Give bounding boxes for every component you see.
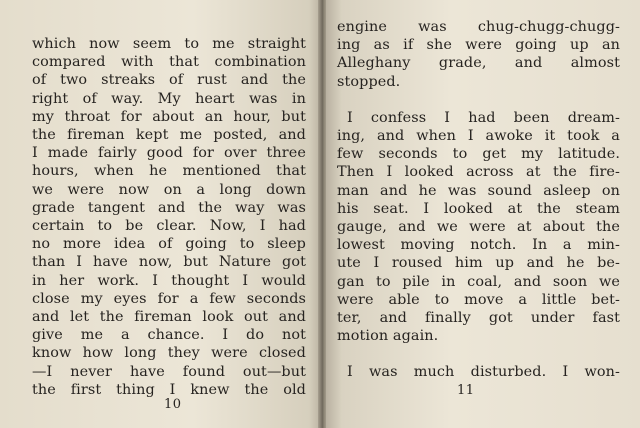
text-line: we were now on a long down (32, 181, 306, 198)
text-line: the first thing I knew the old (32, 381, 306, 398)
text-line: were able to move a little bet- (337, 291, 620, 308)
text-line: no more idea of going to sleep (32, 236, 306, 253)
text-line: I made fairly good for over three (32, 145, 306, 162)
text-line: grade tangent and the way was (32, 199, 306, 216)
text-line: Alleghany grade, and almost (337, 55, 620, 72)
text-line: than I have now, but Nature got (32, 254, 306, 271)
text-line: lowest moving notch. In a min- (337, 237, 620, 254)
page-number-right: 11 (457, 383, 475, 398)
text-line: right of way. My heart was in (32, 90, 306, 107)
text-line: ute I roused him up and he be- (337, 255, 620, 272)
text-line: close my eyes for a few seconds (32, 290, 306, 307)
text-line: I was much disturbed. I won- (347, 364, 620, 381)
paragraph-gap (337, 345, 620, 363)
text-line: my throat for about an hour, but (32, 108, 306, 125)
text-line: ter, and finally got under fast (337, 310, 620, 327)
text-line: gauge, and we were at about the (337, 219, 620, 236)
text-line: I confess I had been dream- (347, 109, 620, 126)
text-line: stopped. (337, 73, 401, 90)
text-line: know how long they were closed (32, 345, 306, 362)
text-line: the fireman kept me posted, and (32, 127, 306, 144)
text-line: motion again. (337, 328, 439, 345)
paragraph-gap (337, 91, 620, 109)
left-page-text (32, 35, 306, 399)
text-line: engine was chug-chugg-chugg- (337, 19, 620, 35)
text-line: and let the fireman look out and (32, 309, 306, 326)
text-line: certain to be clear. Now, I had (32, 218, 306, 235)
text-line: which now seem to me straight (32, 36, 306, 52)
text-line: ing as if she were going up an (337, 37, 620, 54)
text-line: in her work. I thought I would (32, 272, 306, 289)
text-line: ing, and when I awoke it took a (337, 128, 620, 145)
text-line: gan to pile in coal, and soon we (337, 273, 620, 290)
text-line: compared with that combination (32, 54, 306, 71)
text-line: Then I looked across at the fire- (337, 164, 620, 181)
text-line: hours, when he mentioned that (32, 163, 306, 180)
text-line: man and he was sound asleep on (337, 182, 620, 199)
text-line: of two streaks of rust and the (32, 72, 306, 89)
text-line: his seat. I looked at the steam (337, 200, 620, 217)
right-page (326, 0, 640, 428)
text-line: give me a chance. I do not (32, 327, 306, 344)
text-line: —I never have found out—but (32, 363, 306, 380)
right-page-text (337, 18, 620, 382)
text-line: few seconds to get my latitude. (337, 146, 620, 163)
page-number-left: 10 (164, 397, 182, 412)
